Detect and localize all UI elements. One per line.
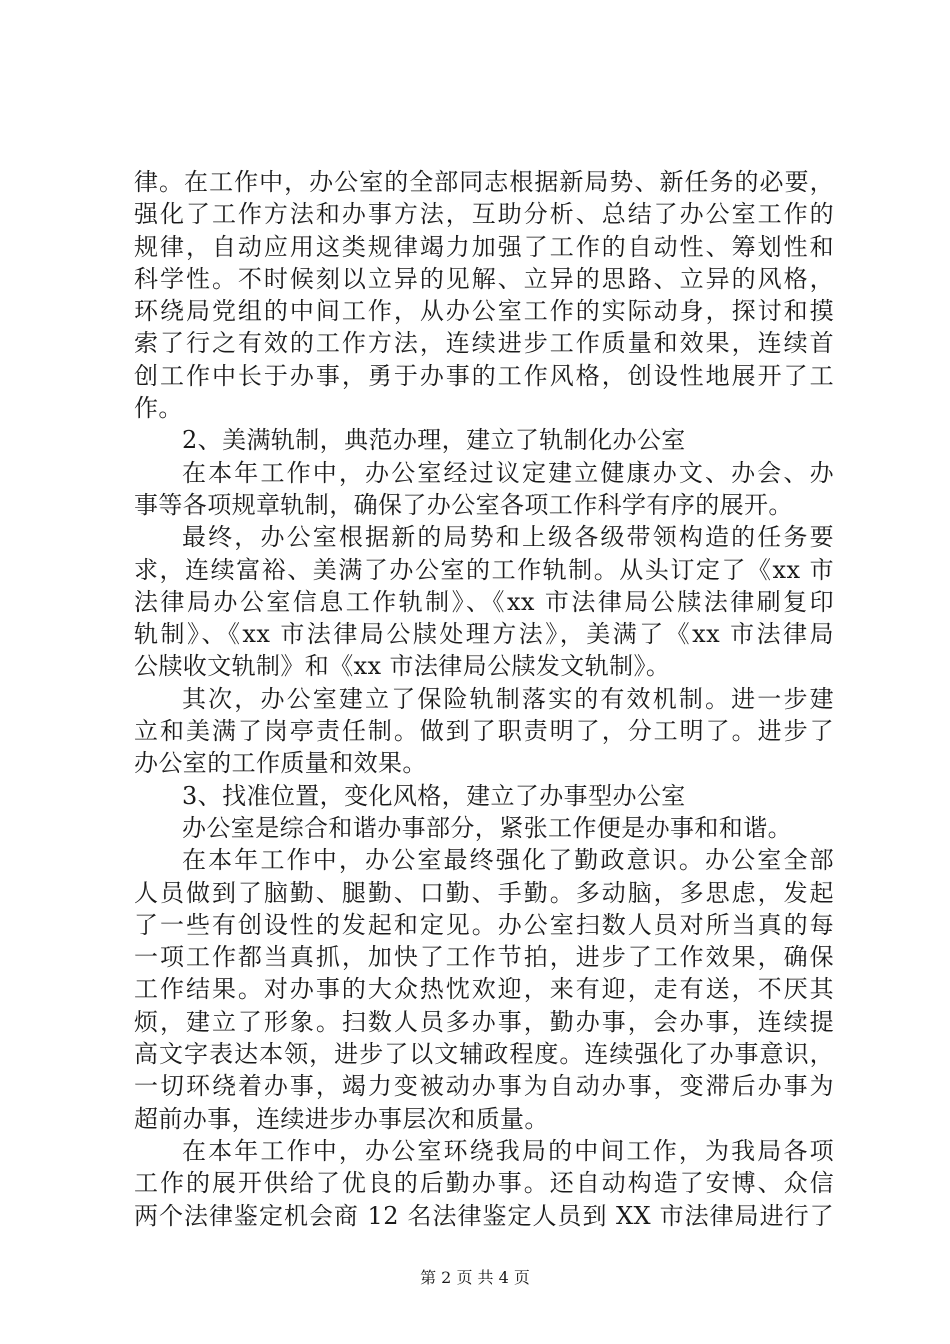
text-line: 公牍收文轨制》和《xx 市法律局公牍发文轨制》。 [134, 652, 671, 681]
text-line: 一项工作都当真抓，加快了工作节拍，进步了工作效果，确保 [134, 943, 834, 972]
text-line: 在本年工作中，办公室最终强化了勤政意识。办公室全部 [182, 846, 834, 875]
text-line: 3、找准位置，变化风格，建立了办事型办公室 [182, 781, 686, 810]
text-line: 工作的展开供给了优良的后勤办事。还自动构造了安博、众信 [134, 1169, 834, 1198]
text-line: 了一些有创设性的发起和定见。办公室扫数人员对所当真的每 [134, 910, 834, 939]
text-line: 索了行之有效的工作方法，连续进步工作质量和效果，连续首 [134, 329, 834, 358]
text-line: 强化了工作方法和办事方法，互助分析、总结了办公室工作的 [134, 200, 834, 229]
text-line: 事等各项规章轨制，确保了办公室各项工作科学有序的展开。 [134, 490, 793, 519]
heading-2 [134, 424, 834, 456]
paragraph-method [134, 166, 834, 424]
text-line: 立和美满了岗亭责任制。做到了职责明了，分工明了。进步了 [134, 717, 834, 746]
paragraph-rules [134, 457, 834, 522]
heading-3 [134, 780, 834, 812]
text-line: 最终，办公室根据新的局势和上级各级带领构造的任务要 [182, 523, 834, 552]
text-line: 科学性。不时候刻以立异的见解、立异的思路、立异的风格， [134, 264, 834, 293]
text-line: 环绕局党组的中间工作，从办公室工作的实际动身，探讨和摸 [134, 297, 834, 326]
page-footer: 第 2 页 共 4 页 [420, 1268, 530, 1287]
text-line: 一切环绕着办事，竭力变被动办事为自动办事，变滞后办事为 [134, 1072, 834, 1101]
text-line: 创工作中长于办事，勇于办事的工作风格，创设性地展开了工 [134, 361, 834, 390]
text-line: 求，连续富裕、美满了办公室的工作轨制。从头订定了《xx 市 [134, 555, 834, 584]
text-line: 在本年工作中，办公室经过议定建立健康办文、办会、办 [182, 458, 834, 487]
text-line: 作。 [134, 394, 183, 423]
paragraph-department [134, 812, 834, 844]
text-line: 办公室的工作质量和效果。 [134, 749, 427, 778]
text-line: 超前办事，连续进步办事层次和质量。 [134, 1104, 549, 1133]
text-line: 法律局办公室信息工作轨制》、《xx 市法律局公牍法律刷复印 [134, 587, 834, 616]
text-line: 高文字表达本领，进步了以文辅政程度。连续强化了办事意识， [134, 1040, 834, 1069]
text-line: 律。在工作中，办公室的全部同志根据新局势、新任务的必要， [134, 168, 834, 196]
text-line: 办公室是综合和谐办事部分，紧张工作便是办事和和谐。 [182, 813, 792, 842]
paragraph-second [134, 683, 834, 780]
text-line: 在本年工作中，办公室环绕我局的中间工作，为我局各项 [182, 1136, 834, 1165]
document-body [134, 166, 834, 1232]
text-line: 烦，建立了形象。扫数人员多办事，勤办事，会办事，连续提 [134, 1007, 834, 1036]
text-line: 轨制》、《xx 市法律局公牍处理方法》，美满了《xx 市法律局 [134, 620, 834, 649]
paragraph-first [134, 521, 834, 682]
text-line: 2、美满轨制，典范办理，建立了轨制化办公室 [182, 426, 686, 455]
text-line: 人员做到了脑勤、腿勤、口勤、手勤。多动脑，多思虑，发起 [134, 878, 834, 907]
paragraph-logistics [134, 1135, 834, 1232]
text-line: 其次，办公室建立了保险轨制落实的有效机制。进一步建 [182, 684, 834, 713]
paragraph-diligence [134, 844, 834, 1135]
text-line: 两个法律鉴定机会商 12 名法律鉴定人员到 XX 市法律局进行了 [134, 1201, 834, 1230]
text-line: 工作结果。对办事的大众热忱欢迎，来有迎，走有送，不厌其 [134, 975, 834, 1004]
text-line: 规律，自动应用这类规律竭力加强了工作的自动性、筹划性和 [134, 232, 834, 261]
